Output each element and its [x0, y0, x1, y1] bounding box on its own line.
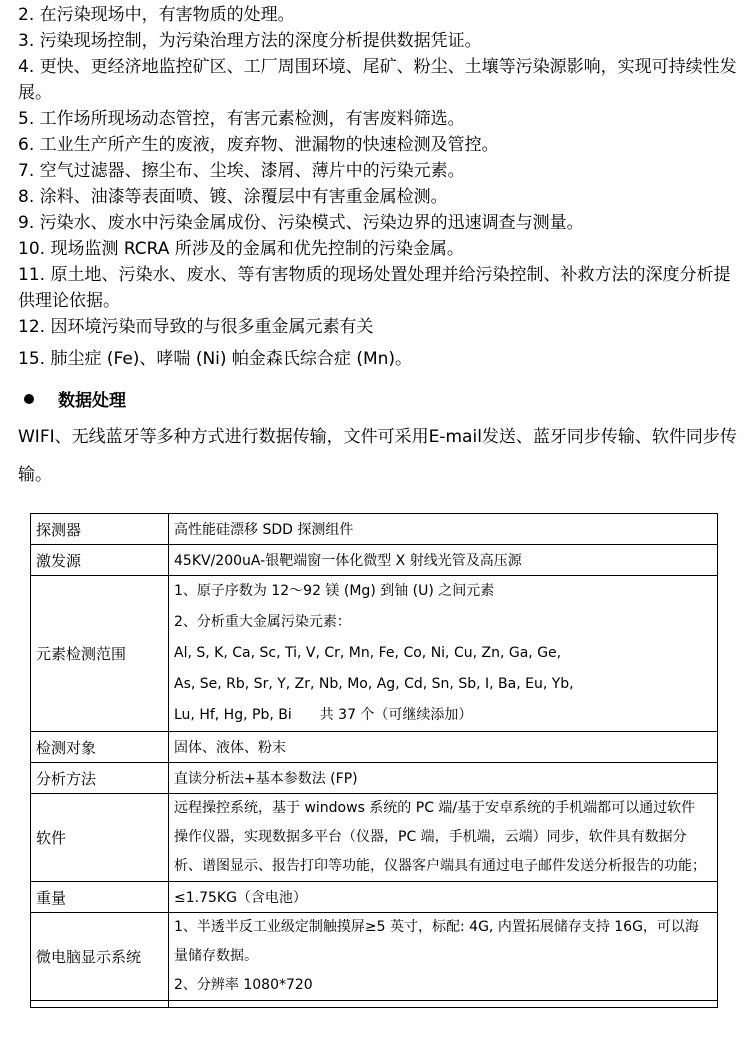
list-item: 4. 更快、更经济地监控矿区、工厂周围环境、尾矿、粉尘、土壤等污染源影响，实现可持续性发展。	[18, 57, 737, 103]
table-row	[31, 514, 718, 545]
list-item: 8. 涂料、油漆等表面喷、镀、涂覆层中有害重金属检测。	[18, 187, 448, 207]
table-row	[31, 882, 718, 913]
row-value: 远程操控系统，基于 windows 系统的 PC 端/基于安卓系统的手机端都可以通过软件 操作仪器，实现数据多平台（仪器，PC 端，手机端，云端）同步，软件具有数据分析、谱图显示、报告打印等功能，仪器客户端具有通过电子邮件发送分析报告的功能；	[169, 794, 718, 882]
table-row	[31, 794, 718, 882]
list-item: 5. 工作场所现场动态管控，有害元素检测，有害废料筛选。	[18, 109, 465, 129]
row-key: 重量	[31, 882, 169, 913]
element-line: 1、原子序数为 12～92 镁 (Mg) 到铀 (U) 之间元素	[174, 583, 495, 599]
table-row	[31, 763, 718, 794]
row-value: 固体、液体、粉末	[169, 732, 718, 763]
row-value	[169, 913, 718, 1001]
list-item: 9. 污染水、废水中污染金属成份、污染模式、污染边界的迅速调查与测量。	[18, 213, 584, 233]
list-item: 3. 污染现场控制，为污染治理方法的深度分析提供数据凭证。	[18, 31, 482, 51]
spec-table	[30, 513, 718, 1008]
list-item: 2. 在污染现场中，有害物质的处理。	[18, 5, 295, 25]
row-key: 元素检测范围	[31, 576, 169, 732]
element-line: As, Se, Rb, Sr, Y, Zr, Nb, Mo, Ag, Cd, Sn, Sb, I, Ba, Eu, Yb,	[174, 676, 574, 692]
element-line: Lu, Hf, Hg, Pb, Bi 共 37 个（可继续添加）	[174, 707, 473, 723]
row-value: 高性能硅漂移 SDD 探测组件	[169, 514, 718, 545]
row-key: 软件	[31, 794, 169, 882]
section-heading	[18, 386, 126, 411]
table-row	[31, 576, 718, 732]
table-row	[31, 913, 718, 1001]
data-processing-paragraph: WIFI、无线蓝牙等多种方式进行数据传输，文件可采用E-mail发送、蓝牙同步传输、软件同步传输。	[18, 427, 737, 485]
list-item: 12. 因环境污染而导致的与很多重金属元素有关	[18, 317, 374, 337]
section-title: 数据处理	[58, 391, 126, 411]
bullet-icon	[24, 394, 34, 404]
element-line: Al, S, K, Ca, Sc, Ti, V, Cr, Mn, Fe, Co, Ni, Cu, Zn, Ga, Ge,	[174, 645, 562, 661]
row-value: ≤1.75KG（含电池）	[169, 882, 718, 913]
row-value: 直读分析法+基本参数法 (FP)	[169, 763, 718, 794]
row-key: 分析方法	[31, 763, 169, 794]
list-item: 11. 原土地、污染水、废水、等有害物质的现场处置处理并给污染控制、补救方法的深度分析提供理论依据。	[18, 265, 731, 311]
row-value	[169, 1001, 718, 1008]
table-row	[31, 1001, 718, 1008]
table-row	[31, 732, 718, 763]
display-line: 1、半透半反工业级定制触摸屏≥5 英寸，标配: 4G, 内置拓展储存支持 16G，可以海量储存数据。	[174, 919, 699, 964]
row-key: 探测器	[31, 514, 169, 545]
list-item: 10. 现场监测 RCRA 所涉及的金属和优先控制的污染金属。	[18, 239, 464, 259]
application-list	[18, 2, 743, 372]
row-value	[169, 576, 718, 732]
list-item: 7. 空气过滤器、擦尘布、尘埃、漆屑、薄片中的污染元素。	[18, 161, 465, 181]
display-line: 2、分辨率 1080*720	[174, 977, 313, 993]
element-line: 2、分析重大金属污染元素：	[174, 614, 351, 630]
row-key: 激发源	[31, 545, 169, 576]
row-key: 检测对象	[31, 732, 169, 763]
list-item: 15. 肺尘症 (Fe)、哮喘 (Ni) 帕金森氏综合症 (Mn)。	[18, 349, 413, 369]
row-key	[31, 1001, 169, 1008]
table-row	[31, 545, 718, 576]
row-key: 微电脑显示系统	[31, 913, 169, 1001]
list-item: 6. 工业生产所产生的废液，废弃物、泄漏物的快速检测及管控。	[18, 135, 499, 155]
row-value: 45KV/200uA-银靶端窗一体化微型 X 射线光管及高压源	[169, 545, 718, 576]
